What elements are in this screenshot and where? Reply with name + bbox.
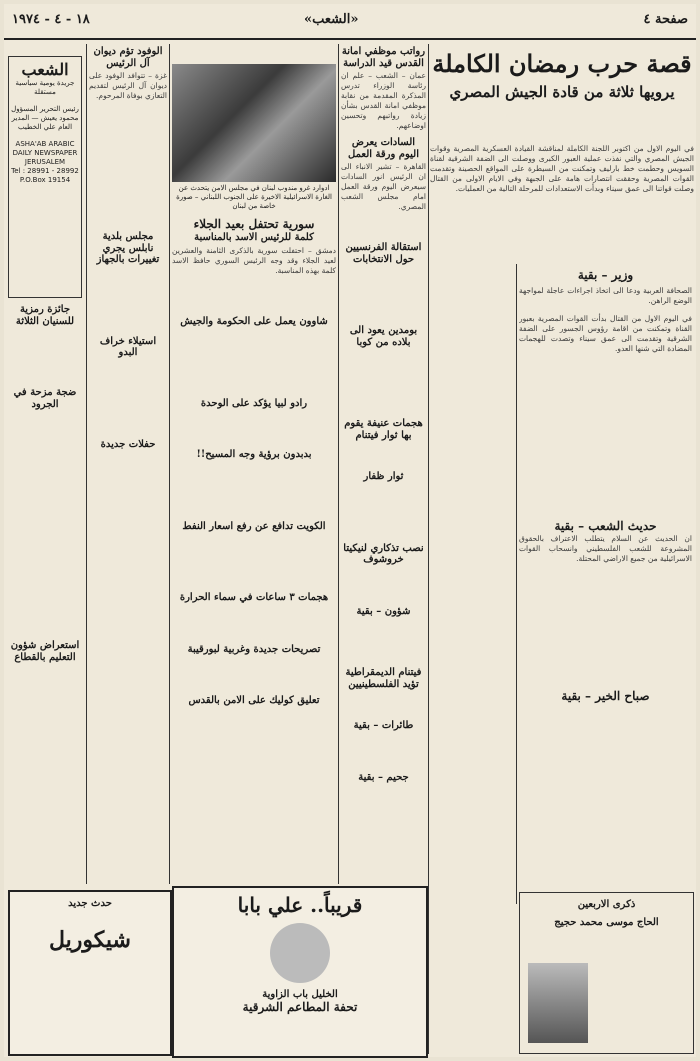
col3-headline-8: تعليق كوليك على الامن بالقدس [188, 695, 320, 707]
page-header [4, 4, 696, 40]
col3-headline-3: رادو لبيا يؤكد على الوحدة [200, 397, 308, 409]
col2-headline-9: فيتنام الديمقراطية تؤيد الفلسطينيين [345, 667, 422, 690]
col4-body-1: غزة – تتوافد الوفود على ديوان آل الرئيس لتقديم التعازي بوفاة المرحوم. [89, 71, 167, 100]
masthead-phone: Tel : 28991 - 28992 [11, 167, 79, 176]
col2-headline-10: طائرات – بقية [353, 720, 414, 731]
paper-name: «الشعب» [304, 12, 359, 27]
col4-headline-7: حفلات جديدة [100, 438, 156, 450]
ad2-sub: حدث جديد [68, 898, 112, 909]
col2-body-2: القاهرة – تشير الانباء الى ان الرئيس انور السادات سيعرض اليوم ورقة العمل امام مجلس الشعب المصري. [341, 162, 426, 211]
masthead-subtitle: جريدة يومية سياسية مستقلة [15, 79, 75, 97]
main-story-body: في اليوم الاول من اكتوبر اللجنة الكاملة لمناقشة القيادة العسكرية المصرية وقوات الجيش المصري والتي نفذت عملية العبور الكبرى ووصلت الى الضفة الشرقية لقناة السويس وحطمت خط بارليف وتمكنت من السيطرة على المواقع الحصينة وتقدمت القوات المصرية وحققت انتصارات هامة على الجبهة وفي الايام الاولى من القتال وصلت قواتنا الى عمق سيناء وبدأت الاستعدادات للمرحلة التالية من العمليات. [430, 144, 694, 193]
column-4 [89, 46, 167, 886]
col2-headline-11: جحيم – بقية [358, 771, 409, 783]
col5-headline-3: صباح الخير – بقية [561, 688, 650, 703]
col4-headline-1: الوفود تؤم ديوان آل الرئيس [93, 46, 163, 69]
page-number: صفحة ٤ [643, 12, 688, 27]
main-subheadline: يرويها ثلاثة من قادة الجيش المصري [449, 82, 675, 101]
masthead-editor: رئيس التحرير المسؤول محمود يعيش — المدير العام علي الخطيب [11, 105, 79, 132]
masthead-english: ASHA'AB ARABIC DAILY NEWSPAPER JERUSALEM [12, 140, 78, 167]
col2-headline-1: رواتب موظفي امانة القدس قيد الدراسة [341, 46, 426, 69]
col2-headline-8: شؤون – بقية [356, 605, 411, 617]
col5-headline-2: حديث الشعب – بقية [554, 518, 657, 533]
ad1-location: الخليل باب الزاوية [262, 989, 338, 1000]
memorial-photo [528, 963, 588, 1043]
col3-headline-1: سورية تحتفل بعيد الجلاء [193, 218, 315, 231]
col2-headline-2: السادات يعرض اليوم ورقة العمل [348, 137, 419, 160]
memorial-box [519, 892, 694, 1054]
col5-body-1: الصحافة العربية ودعا الى اتخاذ اجراءات عاجلة لمواجهة الوضع الراهن. [519, 285, 692, 305]
col2-headline-6: ثوار ظفار [363, 471, 404, 482]
col2-headline-5: هجمات عنيفة يقوم بها ثوار فيتنام [344, 418, 423, 441]
main-headline-block [430, 46, 694, 138]
ad1-subtitle: تحفة المطاعم الشرقية [242, 999, 358, 1014]
photo-caption: ادوارد غرو مندوب لبنان في مجلس الامن يتحدث عن الغارة الاسرائيلية الاخيرة على الجنوب اللبناني – صورة خاصة من لبنان [176, 184, 332, 210]
news-photo [172, 64, 336, 182]
memorial-name: الحاج موسى محمد حجيج [554, 916, 659, 928]
col3-headline-2: شاوون يعمل على الحكومة والجيش [180, 316, 328, 328]
masthead-box [8, 56, 82, 298]
ad-alibaba [172, 886, 428, 1058]
ad-chicorel [8, 890, 172, 1056]
col2-headline-3: استقالة الفرنسيين حول الانتخابات [345, 242, 422, 265]
col3-subheadline-1: كلمة للرئيس الاسد بالمناسبة [194, 231, 314, 243]
column-2 [341, 46, 426, 926]
chef-icon [270, 923, 330, 983]
col4-headline-5: استعراض شؤون التعليم بالقطاع [10, 640, 80, 663]
col3-headline-7: تصريحات جديدة وغربية لبورقيبة [187, 643, 321, 655]
masthead-pobox: P.O.Box 19154 [19, 176, 71, 185]
col4-headline-6: استيلاء خراف البدو [99, 335, 157, 358]
newspaper-page [4, 4, 696, 1057]
issue-date: ١٨ - ٤ - ١٩٧٤ [12, 12, 90, 27]
ad1-title: قريباً.. علي بابا [237, 893, 363, 917]
col3-headline-4: بدبدون برؤية وجه المسيح!! [196, 449, 312, 461]
col3-body-1: دمشق – احتفلت سورية بالذكرى الثامنة والعشرين لعيد الجلاء وقد وجه الرئيس السوري حافظ الاسد كلمة بهذه المناسبة. [172, 246, 336, 276]
col4-headline-3: ضجة مزحة في الجرود [13, 387, 77, 410]
col4-headline-4: مجلس بلدية نابلس يجري تغييرات بالجهاز [96, 231, 160, 265]
left-column [8, 304, 82, 884]
masthead-title: الشعب [21, 60, 69, 79]
col3-headline-6: هجمات ٣ ساعات في سماء الحرارة [179, 592, 329, 604]
col4-headline-2: جائزة رمزية للسنيان الثلاثة [15, 304, 75, 327]
main-headline: قصة حرب رمضان الكاملة [432, 49, 692, 78]
column-3 [172, 218, 336, 878]
col3-headline-5: الكويت تدافع عن رفع اسعار النفط [182, 520, 326, 532]
col2-headline-4: بومدين يعود الى بلاده من كوبا [349, 325, 418, 348]
right-column: وزير – بقية الصحافة العربية ودعا الى اتخاذ اجراءات عاجلة لمواجهة الوضع الراهن. في اليوم الاول من القتال بدأت القوات المصرية بعبور القناة وتمكنت من اقامة رؤوس الجسور على الضفة الشرقية وتقدمت الى عمق سيناء وتصدت للهجمات المضادة التي شنها العدو. حديث الشعب – بقية ان الحديث عن السلام يتطلب الاعتراف بالحقوق المشروعة للشعب الفلسطيني وانسحاب القوات الاسرائيلية من جميع الاراضي المحتلة. صباح الخير – بقية [519, 269, 692, 703]
col2-body-1: عمان – الشعب – علم ان رئاسة الوزراء تدرس المذكرة المقدمة من نقابة موظفي امانة القدس بشأن زيادة رواتبهم وتحسين اوضاعهم. [341, 71, 426, 130]
ad2-title: شيكوريل [49, 926, 131, 953]
memorial-title: ذكرى الاربعين [577, 899, 636, 910]
col5-headline-1: وزير – بقية [577, 269, 634, 282]
col2-headline-7: نصب تذكاري لنيكيتا خروشوف [343, 542, 424, 565]
